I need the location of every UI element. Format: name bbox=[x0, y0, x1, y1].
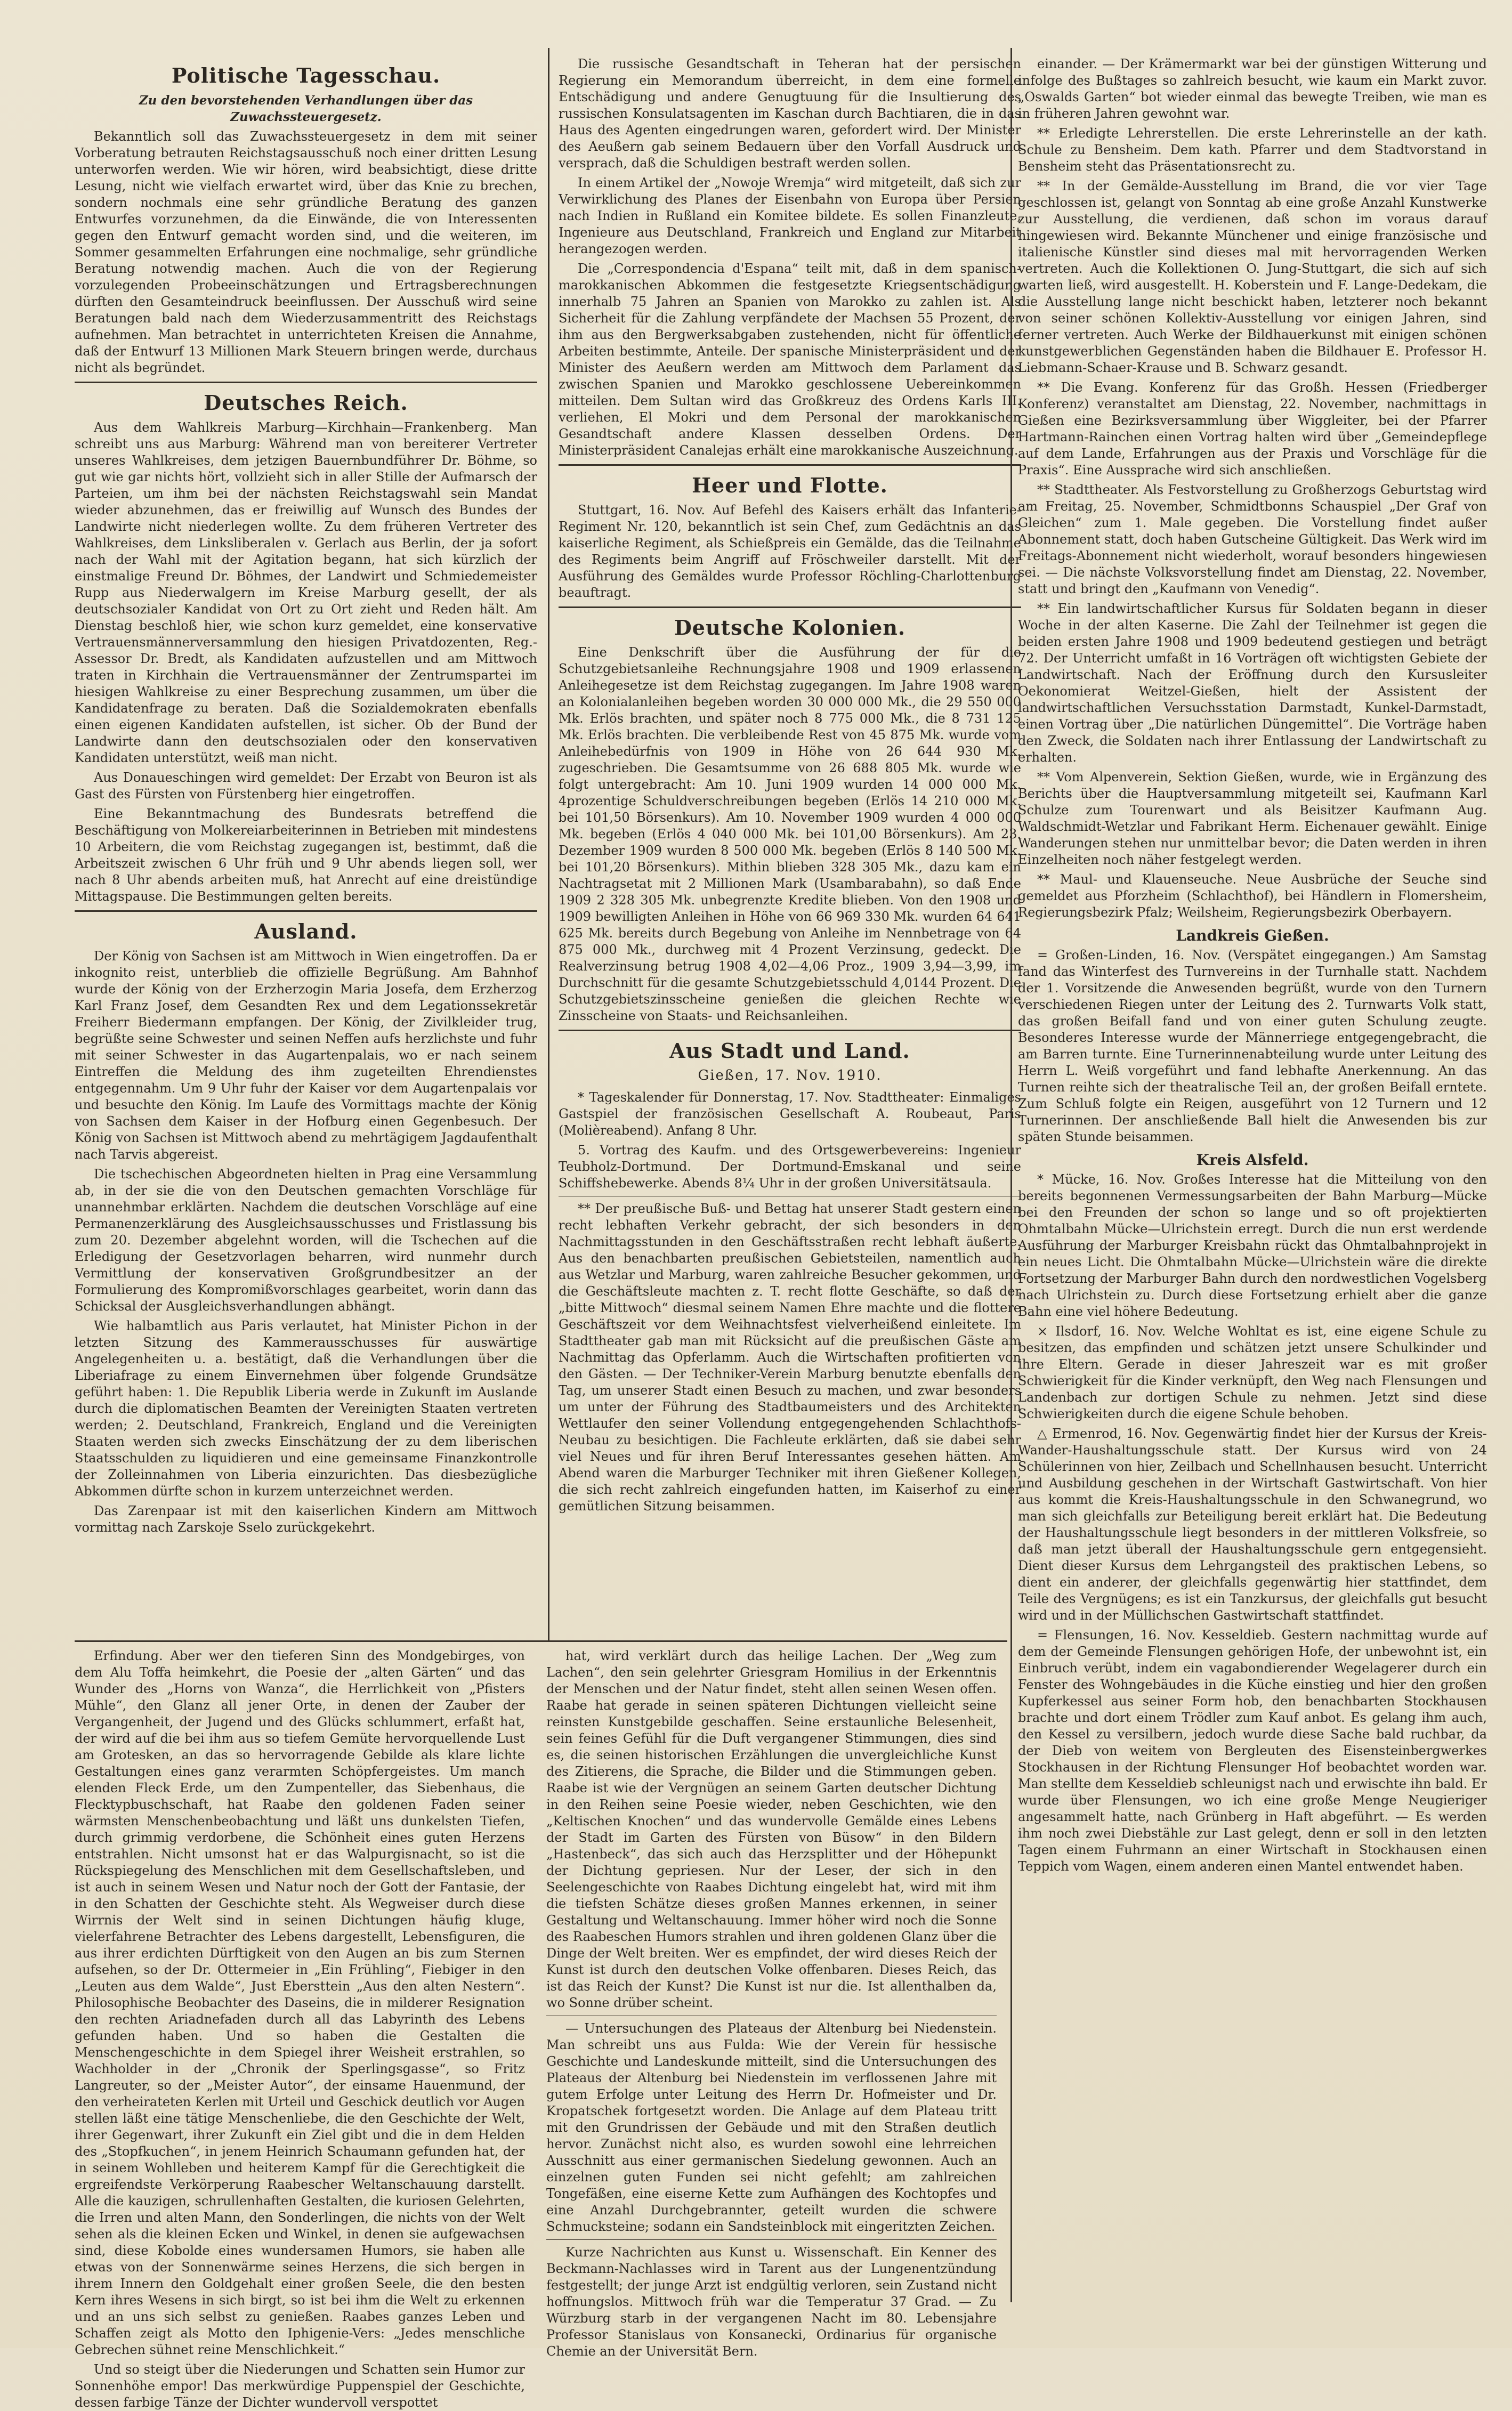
article-paragraph: △ Ermenrod, 16. Nov. Gegenwärtig findet hier der Kursus der Kreis-Wander-Haushaltungsschule statt. Der Kursus wird von 24 Schülerinnen von hier, Zeilbach und Schellnhausen besucht. Unterricht und Ausbildung geschehen in der Wirtschaft Gastwirtschaft. Von hier aus kommt die Kreis-Haushaltungsschule in den Schwanegrund, wo man sich gleichfalls zur Beteiligung bereit erklärt hat. Die Bedeutung der Haushaltungsschule liegt besonders in der mittleren Volksfreie, so daß man jetzt überall der Haushaltungsschule gern entgegensieht. Dient dieser Kursus dem Lehrgangsteil des praktischen Lebens, so dient ein anderer, der gleichfalls gegenwärtig hier stattfindet, dem Teile des Vergnügens; es ist ein Tanzkursus, der gleichfalls gut besucht wird und in der Müllichschen Gastwirtschaft stattfindet. bbox=[1018, 1426, 1487, 1623]
article-paragraph: ** Der preußische Buß- und Bettag hat unserer Stadt gestern einen recht lebhaften Verkehr gebracht, der sich besonders in den Nachmittagsstunden in den Geschäftsstraßen recht lebhaft äußerte. Aus den benachbarten preußischen Gebietsteilen, namentlich auch aus Wetzlar und Marburg, waren zahlreiche Besucher gekommen, und die Geschäftsleute machten z. T. recht flotte Geschäfte, so daß der „bitte Mittwoch“ diesmal seinem Namen Ehre machte und die flottere Geschäftszeit vor dem Weihnachtsfest vielverheißend einleitete. Im Stadttheater gab man mit Rücksicht auf die preußischen Gäste am Nachmittag das Opferlamm. Auch die Wirtschaften profitierten von den Gästen. — Der Techniker-Verein Marburg benutzte ebenfalls den Tag, um unserer Stadt einen Besuch zu machen, und zwar besonders um unter der Führung des Stadtbaumeisters und des Architekten Wettlaufer den seiner Vollendung entgegengehenden Schlachthofs-Neubau zu besichtigen. Die Fachleute erklärten, daß sie dabei sehr viel Neues und für ihren Beruf Interessantes gesehen hätten. Am Abend waren die Marburger Techniker mit ihren Gießener Kollegen, die sich recht zahlreich eingefunden hatten, im Kaiserhof zu einer gemütlichen Sitzung beisammen. bbox=[559, 1201, 1021, 1514]
article-lead: Zu den bevorstehenden Verhandlungen über das Zuwachssteuergesetz. bbox=[139, 93, 473, 124]
article-paragraph: ** Maul- und Klauenseuche. Neue Ausbrüche der Seuche sind gemeldet aus Pforzheim (Schlachthof), bei Händlern in Flomersheim, Regierungsbezirk Pfalz; Weilsheim, Regierungsbezirk Oberbayern. bbox=[1018, 872, 1487, 920]
article-paragraph: Aus dem Wahlkreis Marburg—Kirchhain—Frankenberg. Man schreibt uns aus Marburg: Während man von bereiterer Vertreter unseres Wahlkreises, dem jetzigen Bauernbundführer Dr. Böhme, so gut wie gar nichts hört, vollzieht sich in aller Stille der Aufmarsch der Parteien, um ihm bei der nächsten Reichstagswahl sein Mandat wieder abzunehmen, das er freiwillig auf Wunsch des Bundes der Landwirte nicht niederlegen wollte. Zu dem früheren Vertreter des Wahlkreises, dem Linksliberalen v. Gerlach aus Berlin, der ja sofort nach der Wahl mit der Agitation begann, hat sich kürzlich der einstmalige Freund Dr. Böhmes, der Landwirt und Schmiedemeister Rupp aus Niederwalgern im Kreise Marburg gesellt, der als deutschsozialer Kandidat von Ort zu Ort zieht und Reden hält. Am Dienstag beschloß hier, wie schon kurz gemeldet, eine konservative Vertrauensmännerversammlung den hiesigen Privatdozenten, Reg.-Assessor Dr. Bredt, als Kandidaten aufzustellen und am Mittwoch traten in Kirchhain die Vertrauensmänner der Zentrumspartei im hiesigen Wahlkreise zu einer Besprechung zusammen, um über die Kandidatenfrage zu beraten. Daß die Sozialdemokraten ebenfalls einen eigenen Kandidaten aufstellen, ist sicher. Ob der Bund der Landwirte dann den deutschsozialen oder den konservativen Kandidaten unterstützt, weiß man nicht. bbox=[75, 420, 537, 765]
section-divider bbox=[75, 910, 537, 912]
column-1 bbox=[75, 56, 537, 1641]
article-paragraph: ** Erledigte Lehrerstellen. Die erste Lehrerinstelle an der kath. Schule zu Bensheim. Dem kath. Pfarrer und dem Stadtvorstand in Bensheim steht das Präsentationsrecht zu. bbox=[1018, 126, 1487, 174]
article-paragraph: ** In der Gemälde-Ausstellung im Brand, die vor vier Tage geschlossen ist, gelangt von Sonntag ab eine große Anzahl Kunstwerke zur Ausstellung, die verdienen, daß schon im voraus darauf hingewiesen wird. Bekannte Münchener und einige französische und italienische Künstler sind dieses mal mit hervorragenden Werken vertreten. Auch die Kollektionen O. Jung-Stuttgart, die sich auf sich warten ließ, wird ausgestellt. H. Koberstein und F. Lange-Dedekam, die die Ausstellung lange nicht beschickt haben, letzterer noch bekannt von seiner schönen Kollektiv-Ausstellung vor einigen Jahren, sind ferner vertreten. Auch Werke der Bildhauerkunst mit einigen schönen kunstgewerblichen Gegenständen haben die Bildhauer E. Professor H. Liebmann-Schaer-Krause und B. Schwarz gesandt. bbox=[1018, 179, 1487, 375]
section-heading-deutsches-reich: Deutsches Reich. bbox=[204, 391, 408, 415]
article-paragraph: * Mücke, 16. Nov. Großes Interesse hat die Mitteilung von den bereits begonnenen Vermessungsarbeiten der Bahn Marburg—Mücke bei den Freunden der schon so lange und so oft projektierten Ohmtalbahn Mücke—Ulrichstein erregt. Durch die nun erst werdende Ausführung der Marburger Kreisbahn rückt das Ohmtalbahnprojekt in ein neues Licht. Die Ohmtalbahn Mücke—Ulrichstein wäre die direkte Fortsetzung der Marburger Bahn durch den nordwestlichen Vogelsberg nach Ulrichstein zu. Durch diese Fortsetzung erhielt aber die ganze Bahn eine viel höhere Bedeutung. bbox=[1018, 1172, 1487, 1319]
dateline: Gießen, 17. Nov. 1910. bbox=[698, 1067, 882, 1083]
feuilleton-left-column bbox=[75, 1648, 525, 2410]
article-paragraph: Kurze Nachrichten aus Kunst u. Wissenschaft. Ein Kenner des Beckmann-Nachlasses wird in Tarent aus der Lungenentzündung festgestellt; der junge Arzt ist endgültig verloren, sein Zustand nicht hoffnungslos. Mittwoch früh war die Temperatur 37 Grad. — Zu Würzburg starb in der vergangenen Nacht im 80. Lebensjahre Professor Stanislaus von Konsanecki, Ordinarius für organische Chemie an der Universität Bern. bbox=[546, 2245, 997, 2359]
article-paragraph: Stuttgart, 16. Nov. Auf Befehl des Kaisers erhält das Infanterie-Regiment Nr. 120, bekanntlich ist sein Chef, zum Gedächtnis an das kaiserliche Regiment, als Schießpreis ein Gemälde, das die Teilnahme des Regiments beim Angriff auf Fröschweiler darstellt. Mit der Ausführung des Gemäldes wurde Professor Röchling-Charlottenburg beauftragt. bbox=[559, 503, 1021, 600]
article-paragraph: Die „Correspondencia d'Espana“ teilt mit, daß in dem spanisch-marokkanischen Abkommen die festgesetzte Kriegsentschädigung innerhalb 75 Jahren an Spanien von Marokko zu zahlen ist. Als Sicherheit für die Zahlung verpfändete der Machsen 55 Prozent, der ihm aus den Bergwerksabgaben zustehenden, nicht für öffentliche Arbeiten bestimmte, Anteile. Der spanische Ministerpräsident und der Minister des Aeußern werden am Mittwoch dem Parlament das zwischen Spanien und Marokko geschlossene Uebereinkommen mitteilen. Dem Sultan wird das Großkreuz des Ordens Karls III. verliehen, El Mokri und dem Personal der marokkanischen Gesandtschaft andere Klassen desselben Ordens. Der Ministerpräsident Canalejas erhält eine marokkanische Auszeichnung. bbox=[559, 261, 1021, 458]
section-heading-deutsche-kolonien: Deutsche Kolonien. bbox=[674, 616, 906, 640]
article-paragraph: × Ilsdorf, 16. Nov. Welche Wohltat es ist, eine eigene Schule zu besitzen, das empfinden und schätzen jetzt unsere Schulkinder und ihre Eltern. Gerade in dieser Jahreszeit war es mit großer Schwierigkeit für die Kinder verknüpft, den Weg nach Flensungen und Landenbach zur dortigen Schule zu nehmen. Jetzt sind diese Schwierigkeiten durch die eigene Schule behoben. bbox=[1018, 1324, 1487, 1421]
article-paragraph: Erfindung. Aber wer den tieferen Sinn des Mondgebirges, von dem Alu Toffa heimkehrt, die Poesie der „alten Gärten“ und das Wunder des „Horns von Wanza“, die Herrlichkeit von „Pfisters Mühle“, den Glanz all jener Orte, in denen der Zauber der Vergangenheit, der Jugend und des Glücks schlummert, erfaßt hat, der wird auf die bei ihm aus so tiefem Gemüte hervorquellende Lust am Grotesken, an das so hervorragende Gebilde als klare lichte Gestaltungen eines ganz verarmten Schöpfergeistes. Um manch elenden Fleck Erde, um den Zumpenteller, das Siebenhaus, die Flecktypbuschschaft, hat Raabe den goldenen Faden seiner wärmsten Menschenbeobachtung und läßt uns dunkelsten Tiefen, durch grimmig verdorbene, die Schönheit eines guten Herzens entstrahlen. Nicht umsonst hat er das Walpurgisnacht, so ist die Rückspiegelung des Menschlichen mit dem Gesellschaftsleben, und ist auch in seinem Wesen und Natur noch der Gott der Fantasie, der in den Schatten der Geschichte steht. Als Wegweiser durch diese Wirrnis der Welt sind in seinen Dichtungen häufig kluge, vielerfahrene Betrachter des Lebens dargestellt, Lebensfiguren, die aus ihrer erdichten Dürftigkeit von den Augen an bis zum Sternen aufsehen, so der Dr. Ottermeier in „Ein Frühling“, Fiebiger in den „Leuten aus dem Walde“, Just Ebersttein „Aus den alten Nestern“. Philosophische Beobachter des Daseins, die in milderer Resignation den rechten Ariadnefaden durch all das Labyrinth des Lebens gefunden haben. Und so haben die Gestalten die Menschengeschichte in dem Spiegel ihrer Weisheit erstrahlen, so Wachholder in der „Chronik der Sperlingsgasse“, so Fritz Langreuter, so der „Meister Autor“, der einsame Hauenmund, der den verheirateten Kerlen mit Urteil und Geschick deutlich vor Augen stellen läßt eine tätige Menschenliebe, die den Geschichte der Welt, ihrer Gegenwart, ihrer Zukunft ein Ziel gibt und die in dem Helden des „Stopfkuchen“, in jenem Heinrich Schaumann gefunden hat, der in seinem Wohlleben und heiterem Kampf für die Gerechtigkeit die ergreifendste Verkörperung Raabescher Weltanschauung darstellt. Alle die kauzigen, schrullenhaften Gestalten, die kuriosen Gelehrten, die Irren und alten Mann, den Sonderlingen, die nichts von der Welt sehen als die kleinen Ecken und Winkel, in denen sie aufgewachsen sind, diese Kobolde eines wundersamen Humors, sie haben alle etwas von der Sonnenwärme seines Herzens, die sich bergen in ihrem Innern den Goldgehalt einer großen Seele, die den besten Kern ihres Wesens in sich birgt, so ist bei ihm die Welt zu erkennen und an uns sich selbst zu genießen. Raabes ganzes Leben und Schaffen zeigt als Motto den Iphigenie-Vers: „Jedes menschliche Gebrechen sühnet reine Menschlichkeit.“ bbox=[75, 1648, 525, 2357]
article-paragraph: = Flensungen, 16. Nov. Kesseldieb. Gestern nachmittag wurde auf dem der Gemeinde Flensungen gehörigen Hofe, der unbewohnt ist, ein Einbruch verübt, indem ein vagabondierender Wegelagerer durch ein Fenster des Wohngebäudes in die Küche einstieg und hier den großen Kupferkessel aus seiner Form hob, den benachbarten Stockhausen brachte und dort einem Trödler zum Kauf anbot. Es gelang ihm auch, den Kessel zu versilbern, jedoch wurde diese Sache bald ruchbar, da der Dieb von weitem von Bergleuten des Eisensteinbergwerkes Stockhausen in der Richtung Flensunger Hof beobachtet worden war. Man stellte dem Kesseldieb schleunigst nach und erwischte ihn bald. Er wurde über Flensungen, wo ich eine große Menge Neugieriger angesammelt hatte, nach Grünberg in Haft abgeführt. — Es werden ihm noch zwei Diebstähle zur Last gelegt, denn er soll in den letzten Tagen einem Fuhrmann an einer Wirtschaft in Stockhausen einen Teppich vom Wagen, einem anderen einen Mantel entwendet haben. bbox=[1018, 1628, 1487, 1874]
article-paragraph: ** Ein landwirtschaftlicher Kursus für Soldaten begann in dieser Woche in der alten Kaserne. Die Zahl der Teilnehmer ist gegen die beiden ersten Jahre 1908 und 1909 bedeutend gestiegen und beträgt 72. Der Unterricht umfaßt in 16 Vorträgen oft wichtigsten Gebiete der Landwirtschaft. Nach der Eröffnung durch den Kursusleiter Oekonomierat Weitzel-Gießen, hielt der Assistent der landwirtschaftlichen Versuchsstation Darmstadt, Kunkel-Darmstadt, einen Vortrag über „Die natürlichen Düngemittel“. Die Vorträge haben den Zweck, die Soldaten nach ihrer Entlassung der Landwirtschaft zu erhalten. bbox=[1018, 601, 1487, 765]
article-paragraph: einander. — Der Krämermarkt war bei der günstigen Witterung und infolge des Bußtages so zahlreich besucht, wie kaum ein Markt zuvor. „Oswalds Garten“ bot wieder einmal das bewegte Treiben, wie man es in früheren Jahren gewohnt war. bbox=[1018, 56, 1487, 121]
article-paragraph: Aus Donaueschingen wird gemeldet: Der Erzabt von Beuron ist als Gast des Fürsten von Fürstenberg hier eingetroffen. bbox=[75, 770, 537, 802]
item-divider bbox=[546, 2239, 997, 2240]
article-paragraph: 5. Vortrag des Kaufm. und des Ortsgewerbevereins: Ingenieur Teubholz-Dortmund. Der Dortmund-Emskanal und seine Schiffshebewerke. Abends 8¼ Uhr in der großen Universitätsaula. bbox=[559, 1143, 1021, 1191]
section-divider bbox=[75, 382, 537, 383]
article-paragraph: Die tschechischen Abgeordneten hielten in Prag eine Versammlung ab, in der sie die von den Deutschen gemachten Vorschläge für unannehmbar erklärten. Nachdem die deutschen Vorschläge auf eine Permanenzerklärung des Ausgleichsausschusses und Fristlassung bis zum 20. Dezember abgelehnt worden, will die Tschechen auf die Erledigung der Gesetzvorlagen beharren, wird nunmehr durch Vermittlung der konservativen Großgrundbesitzer an der Formulierung des Kompromißvorschlages gearbeitet, worin dann das Schicksal der Ausgleichsverhandlungen abhängt. bbox=[75, 1167, 537, 1314]
article-paragraph: ** Die Evang. Konferenz für das Großh. Hessen (Friedberger Konferenz) veranstaltet am Dienstag, 22. November, nachmittags in Gießen eine Bezirksversammlung über Wiggleiter, bei der Pfarrer Hartmann-Rainchen einen Vortrag halten wird über „Gemeindepflege auf dem Lande, Erfahrungen aus der Praxis und Vorschläge für die Praxis“. Eine Aussprache wird sich anschließen. bbox=[1018, 380, 1487, 478]
section-heading-ausland: Ausland. bbox=[254, 919, 358, 943]
section-heading-heer-und-flotte: Heer und Flotte. bbox=[692, 473, 888, 497]
article-paragraph: Bekanntlich soll das Zuwachssteuergesetz in dem mit seiner Vorberatung betrauten Reichstagsausschuß noch einer dritten Lesung unterworfen werden. Wie wir hören, wird beabsichtigt, diese dritte Lesung, nicht wie vielfach erwartet wird, über das Knie zu brechen, sondern nochmals eine sehr gründliche Beratung des ganzen Entwurfes vorzunehmen, da die Einwände, die von Interessenten gegen den Entwurf gemacht worden sind, und die weiteren, im Sommer gesammelten Erfahrungen eine nochmalige, sehr gründliche Beratung notwendig machen. Auch die von der Regierung vorzulegenden Probeeinschätzungen und Ertragsberechnungen dürften den Gesamteindruck beeinflussen. Der Ausschuß wird seine Beratungen bald nach dem Wiederzusammentritt des Reichstags aufnehmen. Man betrachtet in unterrichteten Kreisen die Annahme, daß der Entwurf 13 Millionen Mark Steuern bringen werde, durchaus nicht als begründet. bbox=[75, 129, 537, 375]
section-divider bbox=[559, 1030, 1021, 1031]
article-paragraph: hat, wird verklärt durch das heilige Lachen. Der „Weg zum Lachen“, den sein gelehrter Griesgram Homilius in der Erkenntnis der Menschen und der Natur findet, steht allen seinen Wesen offen. Raabe hat gerade in seinen späteren Dichtungen vielleicht seine reinsten Kunstgebilde geschaffen. Seine erstaunliche Belesenheit, sein feines Gefühl für die Duft vergangener Stimmungen, dies sind es, die seinen historischen Erzählungen die unvergleichliche Kunst des Zitierens, die Sprache, die Bilder und die Stimmungen geben. Raabe ist wie der Vergnügen an seinem Garten deutscher Dichtung in den Reihen seine Poesie wieder, neben Geschichten, wie den „Keltischen Knochen“ und das wundervolle Gemälde eines Lebens der Stadt im Garten des Fürsten von Büsow“ in den Bildern „Hastenbeck“, das sich auch das Herzsplitter und der Höhepunkt der Dichtung gepriesen. Nur der Leser, der sich in den Seelengeschichte von Raabes Dichtung eingelebt hat, wird mit ihm die tiefsten Schätze dieses großen Mannes erkennen, in seiner Gestaltung und Weltanschauung. Immer höher wird noch die Sonne des Raabeschen Humors strahlen und ihren goldenen Glanz über die Dinge der Welt breiten. Wer es empfindet, der wird dieses Reich der Kunst ist durch den deutschen Volke offenbaren. Dieses Reich, das ist das Reich der Kunst? Die Kunst ist nur die. Ist allenthalben da, wo Sonne drüber scheint. bbox=[546, 1648, 997, 2010]
section-heading-aus-stadt-und-land: Aus Stadt und Land. bbox=[669, 1039, 910, 1063]
section-divider bbox=[559, 606, 1021, 608]
article-paragraph: ** Stadttheater. Als Festvorstellung zu Großherzogs Geburtstag wird am Freitag, 25. November, Schmidtbonns Schauspiel „Der Graf von Gleichen“ zum 1. Male gegeben. Die Vorstellung findet außer Abonnement statt, doch haben Gutscheine Gültigkeit. Das Werk wird im Freitags-Abonnement nicht wiederholt, worauf besonders hingewiesen sei. — Die nächste Volksvorstellung findet am Dienstag, 22. November, statt und bringt den „Kaufmann von Venedig“. bbox=[1018, 482, 1487, 596]
subheading-kreis-alsfeld: Kreis Alsfeld. bbox=[1196, 1151, 1309, 1169]
feuilleton bbox=[75, 1648, 997, 2410]
feuilleton-right-column bbox=[546, 1648, 997, 2359]
article-paragraph: * Tageskalender für Donnerstag, 17. Nov. Stadttheater: Einmaliges Gastspiel der französischen Gesellschaft A. Roubeaut, Paris (Molièreabend). Anfang 8 Uhr. bbox=[559, 1090, 1021, 1138]
article-paragraph: Das Zarenpaar ist mit den kaiserlichen Kindern am Mittwoch vormittag nach Zarskoje Sselo zurückgekehrt. bbox=[75, 1503, 537, 1535]
article-paragraph: Wie halbamtlich aus Paris verlautet, hat Minister Pichon in der letzten Sitzung des Kammerausschusses für auswärtige Angelegenheiten u. a. bestätigt, daß die Verhandlungen über die Liberiafrage zu einem Einvernehmen über folgende Grundsätze geführt haben: 1. Die Republik Liberia werde in Zukunft im Auslande durch die diplomatischen Beamten der Vereinigten Staaten vertreten werden; 2. Deutschland, Frankreich, England und die Vereinigten Staaten werden sich zwecks Einschätzung der zu dem liberischen Staatsschulden zu liquidieren und eine gemeinsame Finanzkontrolle der Zolleinnahmen von Liberia einzurichten. Das diesbezügliche Abkommen dürfte schon in kurzem unterzeichnet werden. bbox=[75, 1318, 537, 1499]
article-paragraph: Die russische Gesandtschaft in Teheran hat der persischen Regierung ein Memorandum überreicht, in dem eine formelle Entschädigung und andere Genugtuung für die Insultierung des russischen Konsulatsagenten im Kaschan durch Bachtiaren, die in das Haus des Agenten eingedrungen waren, gefordert wird. Der Minister des Aeußern gab seinem Bedauern über den Vorfall Ausdruck und versprach, daß die Schuldigen bestraft werden sollen. bbox=[559, 56, 1021, 171]
article-paragraph: — Untersuchungen des Plateaus der Altenburg bei Niedenstein. Man schreibt uns aus Fulda: Wie der Verein für hessische Geschichte und Landeskunde mitteilt, sind die Untersuchungen des Plateaus der Altenburg bei Niedenstein im verflossenen Jahre mit gutem Erfolge unter Leitung des Herrn Dr. Hofmeister und Dr. Kropatschek fortgesetzt worden. Die Anlage auf dem Plateau tritt mit den Grundrissen der Gebäude und mit den Straßen deutlich hervor. Zunächst nicht also, es wurden sowohl eine lehrreichen Ausschnitt aus einer germanischen Siedelung gewonnen. Auch an einzelnen guten Funden sei nicht gefehlt; am zahlreichen Tongefäßen, eine eiserne Kette zum Aufhängen des Kochtopfes und eine Anzahl Durchgebrannter, geteilt wurden die schwere Schmucksteine; sodann ein Sandsteinblock mit eingeritzten Zeichen. bbox=[546, 2021, 997, 2234]
article-paragraph: = Großen-Linden, 16. Nov. (Verspätet eingegangen.) Am Samstag fand das Winterfest des Turnvereins in der Turnhalle statt. Nachdem der 1. Vorsitzende die Anwesenden begrüßt, wurde von den Turnern verschiedenen Riegen unter der Leitung des 2. Turnwarts Volk statt, das großen Beifall fand und von einer guten Schulung zeugte. Besonderes Interesse wurde der Männerriege entgegengebracht, die am Barren turnte. Eine Turnerinnenabteilung wurde unter Leitung des Herrn L. Weiß vorgeführt und fand lebhafte Anerkennung. An das Turnen reihte sich der theatralische Teil an, der großen Beifall erntete. Zum Schluß folgte ein Reigen, ausgeführt von 12 Turnern und 12 Turnerinnen. Der anschließende Ball hielt die Anwesenden bis zur späten Stunde beisammen. bbox=[1018, 948, 1487, 1144]
article-paragraph: Eine Denkschrift über die Ausführung der für die Schutzgebietsanleihe Rechnungsjahre 1908 und 1909 erlassenen Anleihegesetze ist dem Reichstag zugegangen. Im Jahre 1908 waren an Kolonialanleihen begeben worden 30 000 000 Mk., die 29 550 000 Mk. Erlös brachten, und später noch 8 775 000 Mk., die 8 731 125 Mk. Erlös brachten. Die verbleibende Rest von 45 875 Mk. wurde vom Anleihebedürfnis von 1909 in Höhe von 26 644 930 Mk. zugeschrieben. Die Gesamtsumme von 26 688 805 Mk. wurde wie folgt untergebracht: Am 10. Juni 1909 wurden 14 000 000 Mk. 4prozentige Schuldverschreibungen begeben (Erlös 14 210 000 Mk. bei 101,50 Börsenkurs). Am 10. November 1909 wurden 4 000 000 Mk. begeben (Erlös 4 040 000 Mk. bei 101,00 Börsenkurs). Am 23. Dezember 1909 wurden 8 500 000 Mk. begeben (Erlös 8 140 500 Mk. bei 101,20 Börsenkurs). Mithin blieben 328 305 Mk., dazu kam ein Nachtragsetat mit 2 Millionen Mark (Usambarabahn), so daß Ende 1909 2 328 305 Mk. unbegrenzte Kredite blieben. Von den 1908 und 1909 bewilligten Anleihen in Höhe von 66 969 330 Mk. wurden 64 641 625 Mk. bereits durch Begebung von Anleihe im Nennbetrage von 64 875 000 Mk., durchweg mit 4 Prozent Verzinsung, gedeckt. Die Realverzinsung betrug 1908 4,02—4,06 Proz., 1909 3,94—3,99, im Durchschnitt für die gesamte Schutzgebietsschuld 4,0144 Prozent. Die Schutzgebietszinsscheine genießen die gleichen Rechte wie Zinsscheine von Staats- und Reichsanleihen. bbox=[559, 645, 1021, 1023]
article-paragraph: In einem Artikel der „Nowoje Wremja“ wird mitgeteilt, daß sich zur Verwirklichung des Planes der Eisenbahn von Europa über Persien nach Indien in Rußland ein Komitee bildete. Es sollen Finanzleute, Ingenieure aus Deutschland, Frankreich und England zur Mitarbeit herangezogen werden. bbox=[559, 175, 1021, 256]
article-paragraph: ** Vom Alpenverein, Sektion Gießen, wurde, wie in Ergänzung des Berichts über die Hauptversammlung mitgeteilt sei, Kaufmann Karl Schulze zum Tourenwart und als Beisitzer Kaufmann Aug. Waldschmidt-Wetzlar und Fabrikant Herm. Eichenauer gewählt. Einige Wanderungen stehen nur unmittelbar bevor; die Daten werden in ihren Einzelheiten noch näher festgelegt werden. bbox=[1018, 770, 1487, 867]
column-2 bbox=[559, 56, 1021, 1514]
column-rule bbox=[548, 48, 549, 1641]
column-3 bbox=[1018, 56, 1487, 2294]
subheading-landkreis-giessen: Landkreis Gießen. bbox=[1176, 927, 1329, 944]
article-paragraph: Und so steigt über die Niederungen und Schatten sein Humor zur Sonnenhöhe empor! Das merkwürdige Puppenspiel der Geschichte, dessen farbige Tänze der Dichter wundervoll verspottet bbox=[75, 2362, 525, 2410]
article-paragraph: Eine Bekanntmachung des Bundesrats betreffend die Beschäftigung von Molkereiarbeiterinnen in Betrieben mit mindestens 10 Arbeitern, die vom Reichstag zugegangen ist, bestimmt, daß die Arbeitszeit zwischen 6 Uhr früh und 9 Uhr abends liegen soll, wer nach 8 Uhr abends arbeiten muß, hat Anrecht auf eine dreistündige Mittagspause. Die Bestimmungen gelten bereits. bbox=[75, 806, 537, 904]
section-heading-politische-tagesschau: Politische Tagesschau. bbox=[171, 63, 441, 87]
section-divider bbox=[559, 464, 1021, 466]
article-paragraph: Der König von Sachsen ist am Mittwoch in Wien eingetroffen. Da er inkognito reist, unterblieb die offizielle Begrüßung. Am Bahnhof wurde der König von der Erzherzogin Maria Josefa, dem Erzherzog Karl Franz Josef, dem Gesandten Rex und dem Legationssekretär Freiherr Biedermann empfangen. Der König, der Zivilkleider trug, begrüßte seine Schwester und seinen Neffen aufs herzlichste und fuhr mit seiner Schwester in das Augartenpalais, wo er nach seinem Eintreffen die Meldung des ihm zugeteilten Ehrendienstes entgegennahm. Um 9 Uhr fuhr der Kaiser vor dem Augartenpalais vor und besuchte den König. Im Laufe des Vormittags machte der König von Sachsen dem Kaiser in der Hofburg einen Gegenbesuch. Der König von Sachsen ist Mittwoch abend zu mehrtägigem Jagdaufenthalt nach Tarvis abgereist. bbox=[75, 949, 537, 1162]
